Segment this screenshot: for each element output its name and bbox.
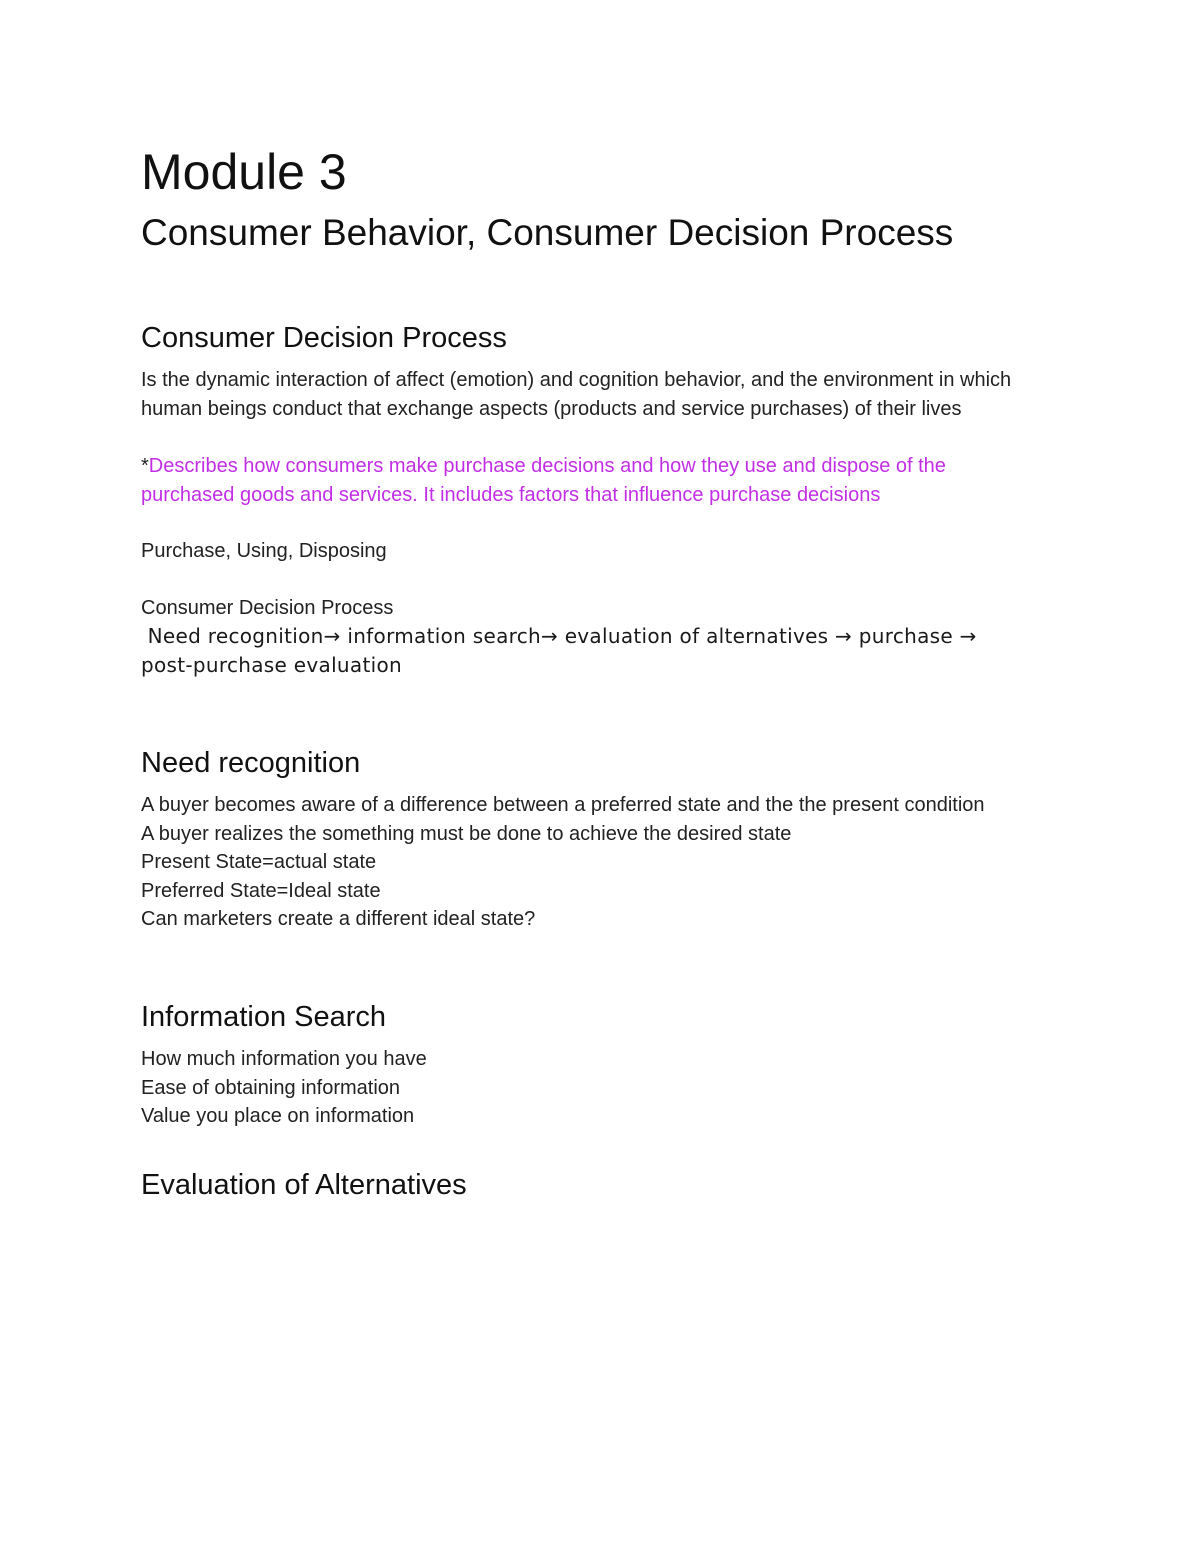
cdp-process-label: Consumer Decision Process bbox=[141, 597, 394, 619]
information-search-lines bbox=[141, 1045, 1041, 1131]
need-line: Preferred State=Ideal state bbox=[141, 879, 381, 902]
info-line: Ease of obtaining information bbox=[141, 1076, 401, 1099]
cdp-process-steps-line1: Need recognition→ information search→ evaluation of alternatives → purchase → bbox=[141, 624, 977, 648]
info-line: Value you place on information bbox=[141, 1105, 415, 1127]
heading-information-search: Information Search bbox=[141, 1001, 387, 1033]
cdp-definition: Is the dynamic interaction of affect (emotion) and cognition behavior, and the environment in which human beings conduct that exchange aspects (products and service purchases) of their lives bbox=[141, 369, 1012, 420]
info-line: How much information you have bbox=[141, 1048, 427, 1070]
heading-consumer-decision-process: Consumer Decision Process bbox=[141, 322, 507, 354]
page-title: Module 3 bbox=[141, 144, 347, 200]
document-page bbox=[141, 140, 1071, 204]
need-recognition-lines bbox=[141, 791, 1091, 934]
cdp-process-steps-line2: post-purchase evaluation bbox=[141, 653, 402, 677]
cdp-note-star: * bbox=[141, 455, 149, 477]
need-line: A buyer realizes the something must be done to achieve the desired state bbox=[141, 822, 792, 845]
heading-evaluation-of-alternatives: Evaluation of Alternatives bbox=[141, 1169, 467, 1201]
cdp-stages-list: Purchase, Using, Disposing bbox=[141, 540, 387, 562]
heading-need-recognition: Need recognition bbox=[141, 747, 361, 779]
cdp-note bbox=[141, 452, 1041, 509]
need-line: Present State=actual state bbox=[141, 851, 377, 873]
need-line: A buyer becomes aware of a difference between a preferred state and the the present condition bbox=[141, 794, 985, 816]
need-line: Can marketers create a different ideal state? bbox=[141, 908, 536, 930]
cdp-note-text: Describes how consumers make purchase decisions and how they use and dispose of the purchased goods and services. It includes factors that influence purchase decisions bbox=[141, 455, 946, 506]
page-subtitle: Consumer Behavior, Consumer Decision Process bbox=[141, 212, 954, 253]
